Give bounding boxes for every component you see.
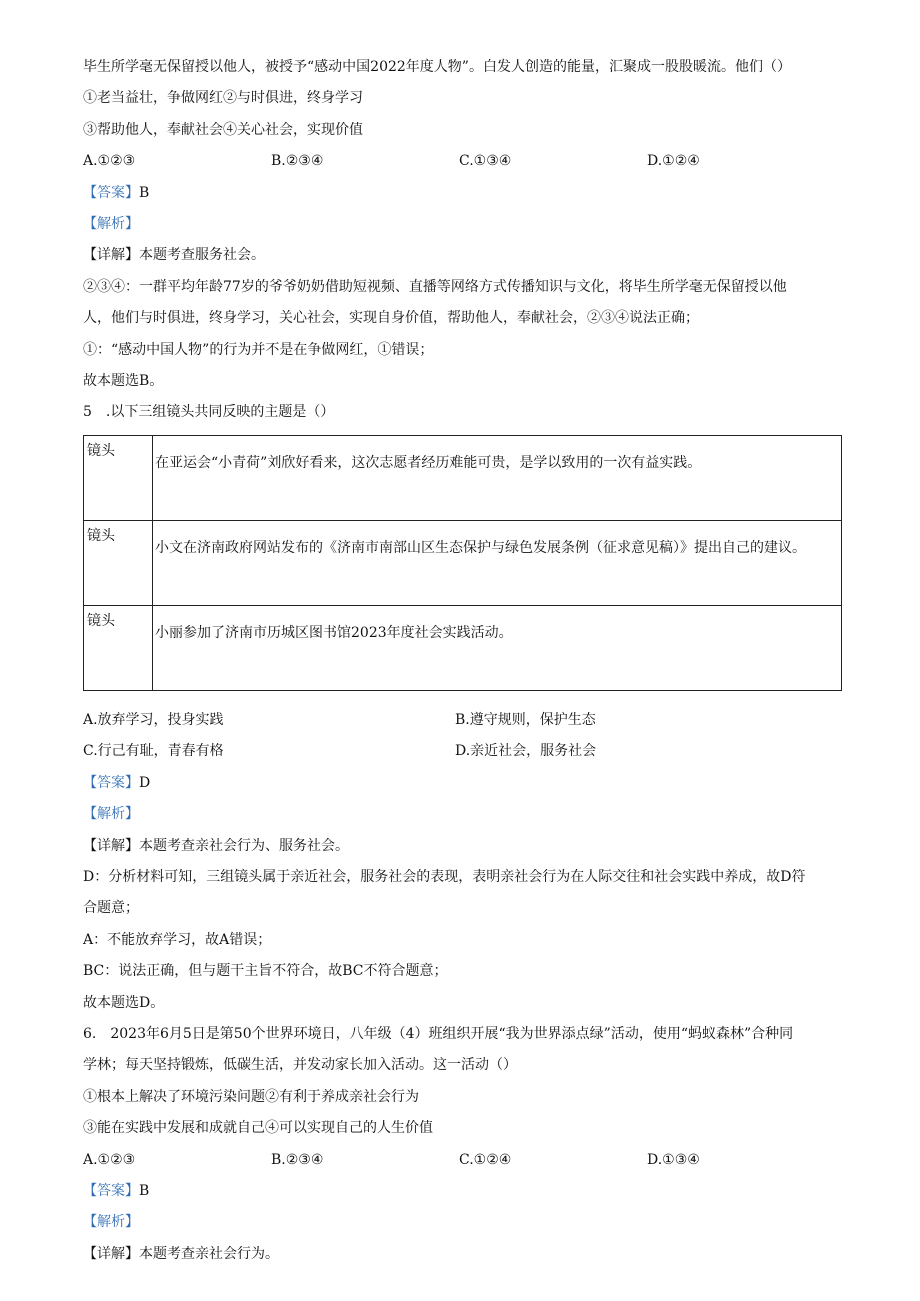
detail-tag: 【详解】	[83, 247, 139, 264]
q5-options-row-1	[83, 705, 843, 736]
q4-answer-value: B	[139, 184, 150, 201]
detail-tag: 【详解】	[83, 837, 139, 854]
q6-stem-1: 6. 2023年6月5日是第50个世界环境日，八年级（4）班组织开展“我为世界添点绿”活动，使用“蚂蚁森林”合种同	[83, 1025, 794, 1042]
q6-options	[83, 1145, 843, 1176]
q5-options-row-2	[83, 736, 843, 767]
q6-stem-2: 学林；每天坚持锻炼，低碳生活，并发动家长加入活动。这一活动（）	[83, 1057, 517, 1074]
q4-option-d: D.①②④	[647, 153, 700, 170]
document-page	[83, 52, 843, 1270]
q6-option-d: D.①③④	[647, 1151, 700, 1168]
table-row	[84, 520, 842, 605]
q6-option-a: A.①②③	[83, 1151, 136, 1168]
answer-tag: 【答案】	[83, 774, 139, 791]
q4-explanation-1b: 人，他们与时俱进，终身学习，关心社会，实现自身价值，帮助他人，奉献社会，②③④说法正确；	[83, 310, 699, 327]
q5-explanation-3: BC：说法正确，但与题干主旨不符合，故BC不符合题意；	[83, 963, 448, 980]
lens-label: 镜头	[84, 605, 153, 690]
q6-detail	[83, 1239, 843, 1270]
q5-stem: 5 .以下三组镜头共同反映的主题是（）	[83, 404, 335, 421]
q4-option-c: C.①③④	[459, 153, 512, 170]
answer-tag: 【答案】	[83, 1182, 139, 1199]
table-row	[84, 605, 842, 690]
q5-explanation-1a: D：分析材料可知，三组镜头属于亲近社会，服务社会的表现，表明亲社会行为在人际交往和社会实践中养成，故D符	[83, 868, 806, 885]
q5-explanation-1b: 合题意；	[83, 900, 139, 917]
q5-option-d: D.亲近社会，服务社会	[455, 743, 597, 760]
lens-content: 在亚运会“小青荷”刘欣好看来，这次志愿者经历难能可贵，是学以致用的一次有益实践。	[153, 435, 842, 520]
q4-analysis-tag: 【解析】	[83, 216, 139, 233]
q6-answer	[83, 1176, 843, 1207]
q6-option-c: C.①②④	[459, 1151, 512, 1168]
q6-detail-text: 本题考查亲社会行为。	[139, 1245, 279, 1262]
lens-label: 镜头	[84, 435, 153, 520]
q4-options	[83, 146, 843, 177]
answer-tag: 【答案】	[83, 184, 139, 201]
q5-explanation-2: A：不能放弃学习，故A错误；	[83, 931, 272, 948]
q4-detail-text: 本题考查服务社会。	[139, 247, 265, 264]
q5-detail	[83, 831, 843, 862]
q4-conclusion: 故本题选B。	[83, 373, 164, 390]
q4-answer	[83, 178, 843, 209]
q5-answer-value: D	[139, 774, 151, 791]
q4-stem: 毕生所学毫无保留授以他人，被授予“感动中国2022年度人物”。白发人创造的能量，汇聚成一股股暖流。他们（）	[83, 59, 791, 75]
detail-tag: 【详解】	[83, 1245, 139, 1262]
q6-option-b: B.②③④	[271, 1151, 324, 1168]
q5-option-c: C.行己有耻，青春有格	[83, 743, 224, 760]
q4-statement-1: ①老当益壮，争做网红②与时俱进，终身学习	[83, 90, 363, 107]
q4-statement-2: ③帮助他人，奉献社会④关心社会，实现价值	[83, 121, 363, 138]
q6-statement-1: ①根本上解决了环境污染问题②有利于养成亲社会行为	[83, 1088, 419, 1105]
q6-statement-2: ③能在实践中发展和成就自己④可以实现自己的人生价值	[83, 1120, 433, 1137]
q4-explanation-1a: ②③④：一群平均年龄77岁的爷爷奶奶借助短视频、直播等网络方式传播知识与文化，将毕生所学毫无保留授以他	[83, 278, 787, 295]
table-row	[84, 435, 842, 520]
q4-option-b: B.②③④	[271, 153, 324, 170]
lens-label: 镜头	[84, 520, 153, 605]
q6-answer-value: B	[139, 1182, 150, 1199]
lens-content: 小丽参加了济南市历城区图书馆2023年度社会实践活动。	[153, 605, 842, 690]
q4-explanation-2: ①：“感动中国人物”的行为并不是在争做网红，①错误；	[83, 341, 434, 358]
q5-analysis-tag: 【解析】	[83, 806, 139, 823]
q5-detail-text: 本题考查亲社会行为、服务社会。	[139, 837, 349, 854]
q5-conclusion: 故本题选D。	[83, 994, 165, 1011]
q5-option-a: A.放弃学习，投身实践	[83, 711, 224, 728]
lens-content: 小文在济南政府网站发布的《济南市南部山区生态保护与绿色发展条例（征求意见稿）》提出自己的建议。	[153, 520, 842, 605]
q6-analysis-tag: 【解析】	[83, 1214, 139, 1231]
q5-lens-table	[83, 435, 842, 691]
q4-detail	[83, 240, 843, 271]
q5-answer	[83, 768, 843, 799]
q4-option-a: A.①②③	[83, 153, 136, 170]
q5-option-b: B.遵守规则，保护生态	[455, 711, 596, 728]
